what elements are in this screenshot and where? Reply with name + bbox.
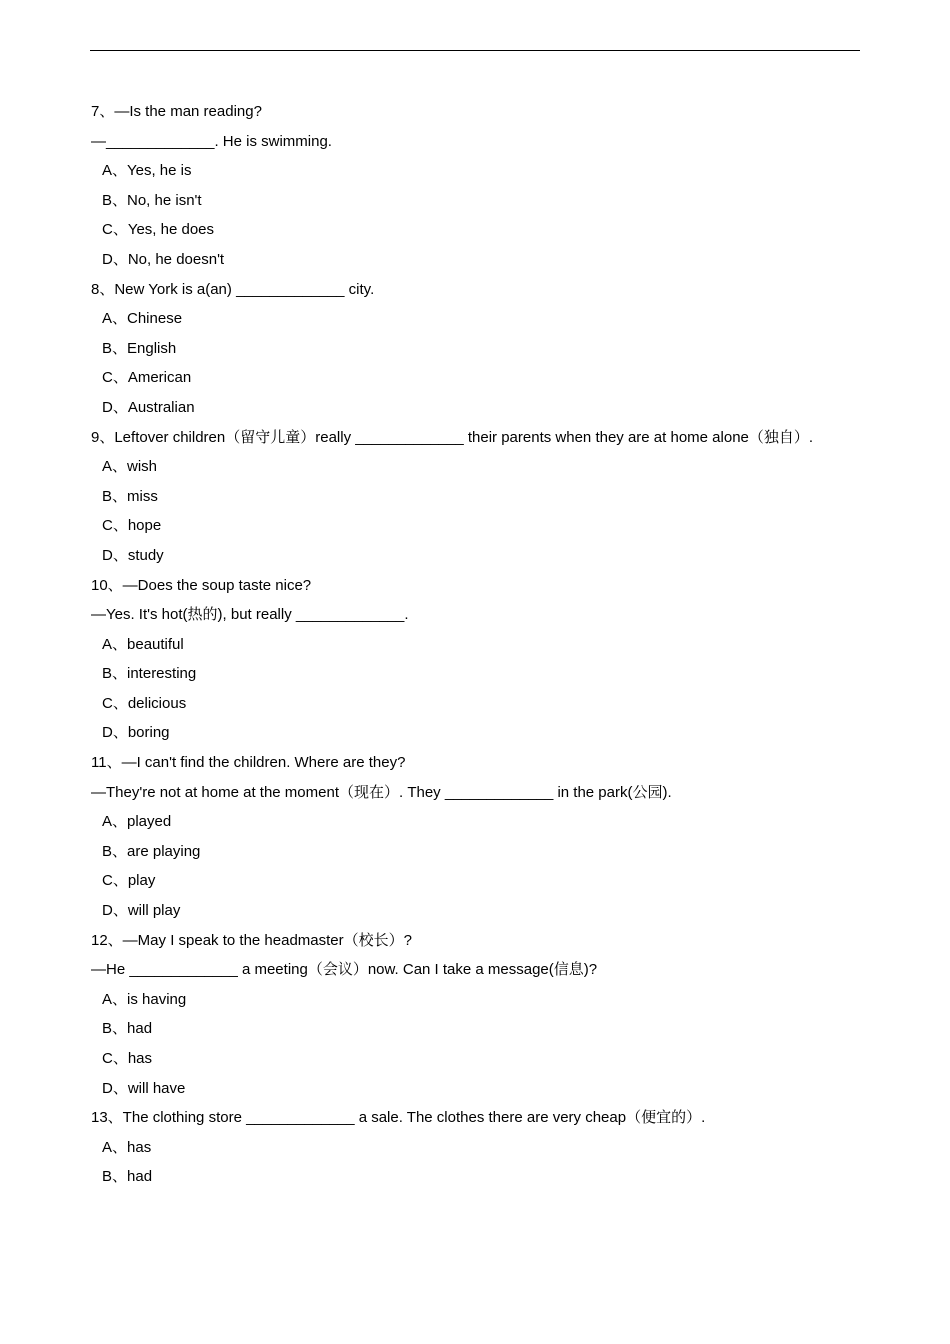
question-7-option-c: C、Yes, he does [102,221,215,239]
question-10-option-d: D、boring [102,724,170,742]
question-12-option-d: D、will have [102,1079,186,1097]
question-8-option-b: B、English [102,339,177,357]
question-10-stem: 10、—Does the soup taste nice? [91,576,312,594]
question-11-response: —They're not at home at the moment（现在）. They _____________ in the park(公园). [91,783,672,801]
question-13-option-b: B、had [102,1168,153,1186]
question-9-option-b: B、miss [102,487,158,505]
question-13-option-a: A、has [102,1138,152,1156]
question-10-option-b: B、interesting [102,665,197,683]
question-12-response: —He _____________ a meeting（会议）now. Can I take a message(信息)? [91,961,598,979]
question-list [91,100,861,1195]
question-11-option-c: C、play [102,872,156,890]
question-12-option-b: B、had [102,1020,153,1038]
question-7-option-b: B、No, he isn't [102,191,202,209]
question-8-option-a: A、Chinese [102,310,183,328]
question-12-option-a: A、is having [102,990,187,1008]
question-10-option-c: C、delicious [102,694,187,712]
question-10-response: —Yes. It's hot(热的), but really _____________. [91,606,409,624]
question-13-stem: 13、The clothing store _____________ a sale. The clothes there are very cheap（便宜的）. [91,1109,706,1127]
question-9-option-d: D、study [102,546,164,564]
question-11-option-b: B、are playing [102,842,201,860]
question-7-response: —_____________. He is swimming. [91,132,332,150]
question-11-option-a: A、played [102,813,172,831]
question-8-stem: 8、New York is a(an) _____________ city. [91,280,375,298]
question-9-option-a: A、wish [102,458,158,476]
question-11-stem: 11、—I can't find the children. Where are they? [91,754,406,772]
question-12-option-c: C、has [102,1050,153,1067]
question-11-option-d: D、will play [102,902,181,920]
question-9-stem: 9、Leftover children（留守儿童）really _____________ their parents when they are at home alone（独自）. [91,428,814,446]
header-rule [90,50,860,51]
question-7-option-d: D、No, he doesn't [102,250,225,268]
question-9-option-c: C、hope [102,517,162,535]
question-7-stem: 7、—Is the man reading? [91,103,262,120]
question-8-option-c: C、American [102,369,192,387]
question-12-stem: 12、—May I speak to the headmaster（校长）? [91,931,412,949]
question-10-option-a: A、beautiful [102,635,184,653]
question-7-option-a: A、Yes, he is [102,162,192,180]
question-8-option-d: D、Australian [102,398,195,416]
